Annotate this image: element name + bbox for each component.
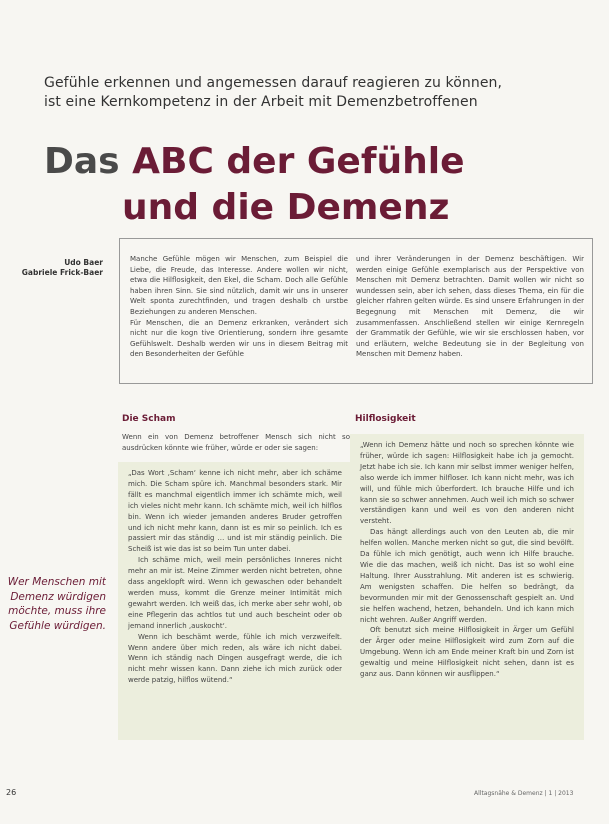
section-heading-scham: Die Scham: [122, 414, 176, 424]
quote-paragraph: „Wenn ich Demenz hätte und noch so sprechen könnte wie früher, würde ich sagen: Hilflosigkeit habe ich ja gemocht. Jetzt habe ich sie. Ich kann mir selbst immer weniger helfen, also werde ich immer hilfloser. Ich kann nicht mehr, was ich will, und fühle mich überfordert. Ich brauche Hilfe und ich kann sie so schwer annehmen. Auch weil ich mich so schwer verständigen kann und weil es von den anderen nicht versteht.: [360, 441, 574, 526]
intro-paragraph: Für Menschen, die an Demenz erkranken, verändert sich nicht nur die kogn tive Orientierung, sondern ihre gesamte Gefühlswelt. Deshalb werden wir uns in diesem Beitrag mit den Besonderheiten der Gefühle: [130, 318, 348, 359]
intro-column-2: [356, 254, 584, 376]
kicker-line-2: ist eine Kernkompetenz in der Arbeit mit Demenzbetroffenen: [44, 94, 478, 110]
authors: [0, 258, 103, 278]
pull-quote-line: Wer Menschen mit: [7, 576, 106, 588]
intro-column-1: [130, 254, 348, 376]
intro-box: [119, 238, 593, 384]
section-heading-hilflosigkeit: Hilflosigkeit: [355, 414, 416, 424]
intro-paragraph: Manche Gefühle mögen wir Menschen, zum Beispiel die Liebe, die Freude, das Interesse. Andere wollen wir nicht, etwa die Hilflosigkeit, den Ekel, die Scham. Doch alle Gefühle haben ihren Sinn. Sie sind nützlich, damit wir uns in unserer Welt sponta zurechtfinden, und tragen deshalb ch urstbe Beziehungen zu anderen Menschen.: [130, 255, 348, 316]
kicker: [44, 74, 564, 112]
page-number: 26: [6, 788, 17, 797]
quote-paragraph: Ich schäme mich, weil mein persönliches Inneres nicht mehr an mir ist. Meine Zimmer werden nicht betreten, ohne dass angeklopft wird. Wenn ich gewaschen oder behandelt werden muss, kommt die Grenze meiner Intimität mich gewahrt werden. Ich weiß das, ich merke aber sehr wohl, ob eine Pflegerin das achtlos tut und auch bescheint oder ob jemand innerlich ‚auskocht‘.: [128, 556, 342, 630]
pull-quote-line: möchte, muss ihre: [8, 605, 106, 617]
quote-box-scham: [118, 462, 352, 740]
pull-quote-line: Gefühle würdigen.: [9, 619, 106, 632]
quote-paragraph: „Das Wort ‚Scham‘ kenne ich nicht mehr, aber ich schäme mich. Die Scham spüre ich. Manchmal besonders stark. Mir fällt es manchmal eigentlich immer ich schämte mich, weil ich vieles nicht mehr kann. Ich schämte mich, weil ich hilflos bin. Wenn ich wieder jemanden anderes Bruder getroffen und ich nicht mehr kann, dann ist es mir so peinlich. Ich es passiert mir das ständig … und ist mir ständig peinlich. Die Scheiß ist wie das ist so beim Tun unter dabei.: [128, 469, 342, 554]
pull-quote-line: Demenz würdigen: [10, 590, 106, 603]
author-1: Udo Baer: [64, 258, 103, 267]
quote-paragraph: Das hängt allerdings auch von den Leuten ab, die mir helfen wollen. Manche merken nicht so gut, die sind bevölft. Da fühle ich mich genötigt, auch wenn ich Hilfe brauche. Wie die das machen, weiß ich nicht. Das ist so wohl eine Haltung. Ihrer Ausstrahlung. Mit anderen ist es schwierig. Am wenigsten schaffen. Die helfen so bedrängt, da bevormunden mir mit der Genossenschaft gespielt an. Und sie helfen wachend, hetzen, behandeln. Und ich kann mich nicht wehren. Außer Angriff werden.: [360, 528, 574, 624]
quote-paragraph: Oft benutzt sich meine Hilflosigkeit in Ärger um Gefühl der Ärger oder meine Hilflosigkeit wird zum Zorn auf die Umgebung. Wenn ich am Ende meiner Kraft bin und Zorn ist gewaltig und meine Hilflosigkeit nicht sehen, dann ist es ganz aus. Dann können wir ausflippen.“: [360, 626, 574, 679]
pull-quote: [0, 575, 106, 633]
footer-journal: Alltagsnähe & Demenz | 1 | 2013: [474, 790, 574, 797]
title-part-2: ABC der Gefühle: [132, 141, 465, 182]
intro-paragraph: und ihrer Veränderungen in der Demenz beschäftigen. Wir werden einige Gefühle exemplarisch aus der Perspektive von Menschen mit Demenz betrachten. Damit wollen wir nicht so wundessen sein, aber ich sehen, dass dieses Thema, ein für die gleicher rfahren gelten würde. Es sind unsere Erfahrungen in der Begegnung mit Menschen mit Demenz, die wir zusammenfassen. Anschließend stellen wir einige Kernregeln der Grammatik der Gefühle, wie wir sie erschlossen haben, vor und erläutern, welche Bedeutung sie in der Begleitung von Menschen mit Demenz haben.: [356, 255, 584, 359]
quote-box-hilflosigkeit: [350, 434, 584, 740]
title-part-1: Das: [44, 141, 133, 182]
section-lead-scham: Wenn ein von Demenz betroffener Mensch sich nicht so ausdrücken könnte wie früher, würde er oder sie sagen:: [122, 433, 350, 452]
author-2: Gabriele Frick-Baer: [21, 268, 103, 277]
quote-paragraph: Wenn ich beschämt werde, fühle ich mich verzweifelt. Wenn andere über mich reden, als wäre ich nicht dabei. Wenn ich ständig nach Dingen ausgefragt werde, die ich nicht mehr wissen kann. Dann ziehe ich mich zurück oder werde patzig, hilflos wütend.“: [128, 632, 342, 685]
page-title: [44, 140, 465, 184]
page-title-line-2: und die Demenz: [122, 187, 450, 228]
kicker-line-1: Gefühle erkennen und angemessen darauf reagieren zu können,: [44, 75, 503, 91]
